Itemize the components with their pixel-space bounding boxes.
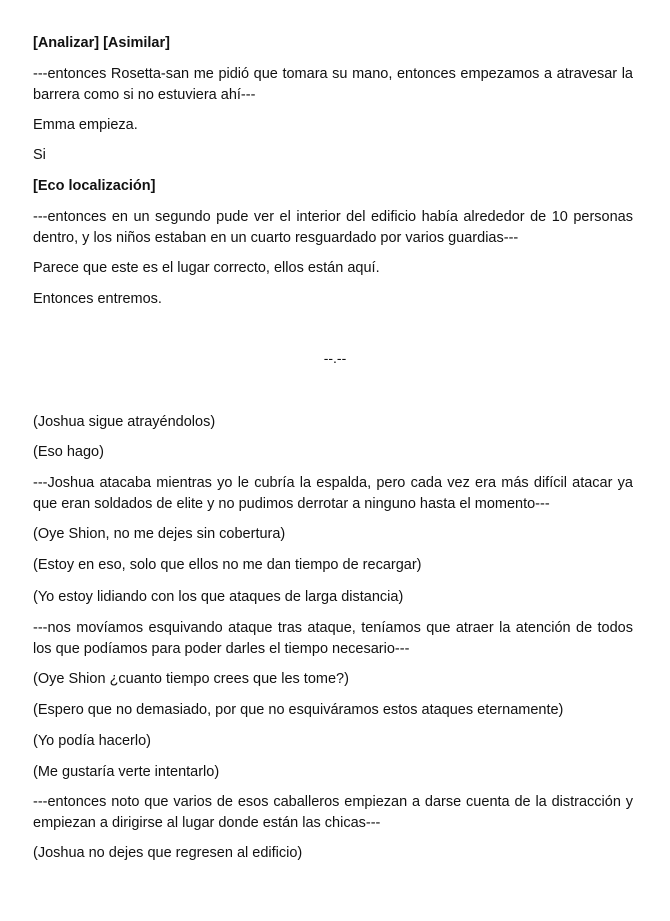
paragraph: ---Joshua atacaba mientras yo le cubría la espalda, pero cada vez era más difícil atacar ya que eran soldados de elite y no pudimos derrotar a ninguno hasta el momento--- xyxy=(33,475,633,512)
paragraph: Si xyxy=(33,147,46,163)
section-heading: [Eco localización] xyxy=(33,178,156,194)
paragraph: (Joshua no dejes que regresen al edificio) xyxy=(33,845,303,861)
paragraph: ---entonces noto que varios de esos caballeros empiezan a darse cuenta de la distracción y empiezan a dirigirse al lugar donde están las chicas--- xyxy=(33,794,633,831)
paragraph: Emma empieza. xyxy=(33,117,138,133)
paragraph: (Me gustaría verte intentarlo) xyxy=(33,764,220,780)
section-heading: [Analizar] [Asimilar] xyxy=(33,35,170,51)
scene-separator: --.-- xyxy=(323,350,347,366)
paragraph: (Espero que no demasiado, por que no esquiváramos estos ataques eternamente) xyxy=(33,702,564,718)
paragraph: (Joshua sigue atrayéndolos) xyxy=(33,414,216,430)
paragraph: (Estoy en eso, solo que ellos no me dan tiempo de recargar) xyxy=(33,557,422,573)
paragraph: Entonces entremos. xyxy=(33,291,162,307)
paragraph: (Yo estoy lidiando con los que ataques de larga distancia) xyxy=(33,589,404,605)
paragraph: (Oye Shion ¿cuanto tiempo crees que les tome?) xyxy=(33,671,349,687)
paragraph: (Oye Shion, no me dejes sin cobertura) xyxy=(33,526,286,542)
paragraph: ---entonces en un segundo pude ver el interior del edificio había alrededor de 10 personas dentro, y los niños estaban en un cuarto resguardado por varios guardias--- xyxy=(33,209,633,246)
paragraph: (Eso hago) xyxy=(33,444,104,460)
paragraph: Parece que este es el lugar correcto, ellos están aquí. xyxy=(33,260,380,276)
paragraph: ---entonces Rosetta-san me pidió que tomara su mano, entonces empezamos a atravesar la barrera como si no estuviera ahí--- xyxy=(33,66,633,103)
paragraph: (Yo podía hacerlo) xyxy=(33,733,151,749)
paragraph: ---nos movíamos esquivando ataque tras ataque, teníamos que atraer la atención de todos los que podíamos para poder darles el tiempo necesario--- xyxy=(33,620,633,657)
